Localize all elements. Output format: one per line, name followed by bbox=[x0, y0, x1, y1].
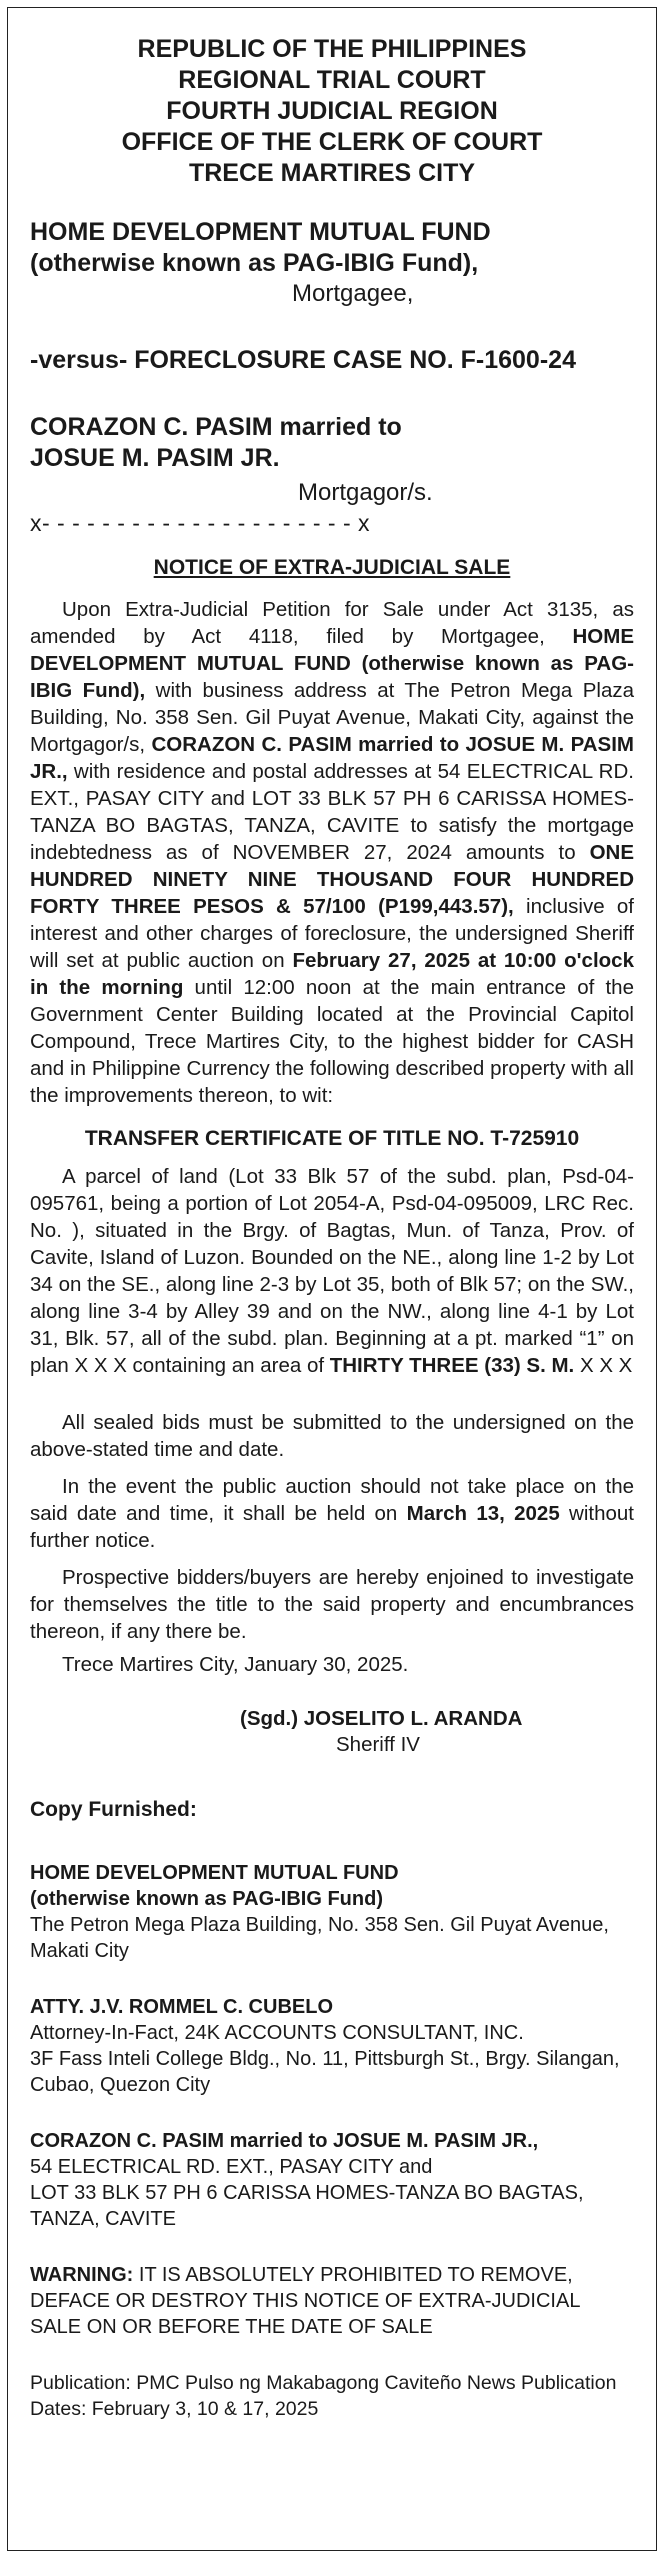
recipient-block bbox=[30, 1994, 634, 2098]
bold-text: HOME DEVELOPMENT MUTUAL FUND (otherwise known as PAG-IBIG Fund), bbox=[30, 625, 634, 702]
tct-title: TRANSFER CERTIFICATE OF TITLE NO. T-725910 bbox=[84, 1127, 580, 1150]
recipient-name: HOME DEVELOPMENT MUTUAL FUND bbox=[30, 1862, 399, 1884]
header-line: TRECE MARTIRES CITY bbox=[188, 159, 476, 187]
signature-block bbox=[30, 1706, 634, 1758]
text: inclusive of interest and other charges of foreclosure, the undersigned Sheriff will set at public auction on bbox=[30, 895, 634, 972]
warning-text: IT IS ABSOLUTELY PROHIBITED TO REMOVE, DEFACE OR DESTROY THIS NOTICE OF EXTRA-JUDICIAL SALE ON OR BEFORE THE DATE OF SALE bbox=[30, 2264, 580, 2338]
mortgagor-role: Mortgagor/s. bbox=[298, 479, 433, 506]
mortgagee-name: HOME DEVELOPMENT MUTUAL FUND bbox=[30, 218, 491, 246]
bids-paragraph: All sealed bids must be submitted to the undersigned on the above-stated time and date. bbox=[30, 1411, 634, 1461]
mortgagor-spouse: JOSUE M. PASIM JR. bbox=[30, 444, 280, 472]
bold-text: ONE HUNDRED NINETY NINE THOUSAND FOUR HUNDRED FORTY THREE PESOS & 57/100 (P199,443.57), bbox=[30, 841, 634, 918]
text: A parcel of land (Lot 33 Blk 57 of the subd. plan, Psd-04-095761, being a portion of Lot 2054-A, Psd-04-095009, LRC Rec. No. ), situated in the Brgy. of Bagtas, Mun. of Tanza, Prov. of Cavite, Island of Luzon. Bounded on the NE., along line 1-2 by Lot 34 on the SE., along line 2-3 by Lot 35, both of Blk 57; on the SW., along line 3-4 by Alley 39 and on the NW., along line 4-1 by Lot 31, Blk. 57, all of the subd. plan. Beginning at a pt. marked “1” on plan X X X containing an area of bbox=[30, 1165, 634, 1377]
bidders-paragraph: Prospective bidders/buyers are hereby enjoined to investigate for themselves the title to the said property and encumbrances thereon, if any there be. bbox=[30, 1566, 634, 1643]
notice-title: NOTICE OF EXTRA-JUDICIAL SALE bbox=[153, 556, 511, 579]
mortgagee-block bbox=[30, 217, 634, 309]
text: X X X bbox=[574, 1354, 633, 1377]
mortgagor-block bbox=[30, 412, 634, 508]
mortgagor-name: CORAZON C. PASIM married to bbox=[30, 413, 402, 441]
recipient-name: CORAZON C. PASIM married to JOSUE M. PASIM JR., bbox=[30, 2130, 539, 2152]
notice-paragraph bbox=[30, 596, 634, 1109]
warning-label: WARNING: bbox=[30, 2264, 134, 2286]
postponement-paragraph bbox=[30, 1473, 634, 1554]
recipient-address: 3F Fass Inteli College Bldg., No. 11, Pittsburgh St., Brgy. Silangan, Cubao, Quezon City bbox=[30, 2048, 620, 2096]
warning-notice bbox=[30, 2262, 634, 2340]
legal-notice bbox=[7, 7, 657, 2551]
bold-text: March 13, 2025 bbox=[406, 1502, 560, 1525]
text: with business address at The Petron Mega Plaza Building, No. 358 Sen. Gil Puyat Avenue, Makati City, against the Mortgagor/s, bbox=[30, 679, 635, 756]
header-line: REPUBLIC OF THE PHILIPPINES bbox=[137, 35, 527, 63]
court-header bbox=[30, 34, 634, 189]
text: without further notice. bbox=[30, 1502, 634, 1552]
recipient-title: Attorney-In-Fact, 24K ACCOUNTS CONSULTANT, INC. bbox=[30, 2022, 524, 2044]
recipient-name: ATTY. J.V. ROMMEL C. CUBELO bbox=[30, 1996, 333, 2018]
recipient-address: LOT 33 BLK 57 PH 6 CARISSA HOMES-TANZA BO BAGTAS, TANZA, CAVITE bbox=[30, 2182, 584, 2230]
sheriff-position: Sheriff IV bbox=[336, 1733, 420, 1756]
publication-info bbox=[30, 2370, 634, 2422]
text: until 12:00 noon at the main entrance of the Government Center Building located at the Provincial Capitol Compound, Trece Martires City, to the highest bidder for CASH and in Philippine Currency the following described property with all the improvements thereon, to wit: bbox=[30, 976, 634, 1107]
copy-furnished-heading: Copy Furnished: bbox=[30, 1798, 197, 1821]
text: Upon Extra-Judicial Petition for Sale under Act 3135, as amended by Act 4118, filed by Mortgagee, bbox=[30, 598, 634, 648]
case-number: -versus- FORECLOSURE CASE NO. F-1600-24 bbox=[30, 346, 576, 374]
bold-text: February 27, 2025 at 10:00 o'clock in the morning bbox=[30, 949, 634, 999]
recipient-block bbox=[30, 1860, 634, 1964]
bold-text: CORAZON C. PASIM married to JOSUE M. PASIM JR., bbox=[30, 733, 634, 783]
property-description bbox=[30, 1163, 634, 1379]
text: with residence and postal addresses at 54 ELECTRICAL RD. EXT., PASAY CITY and LOT 33 BLK 57 PH 6 CARISSA HOMES-TANZA BO BAGTAS, TANZA, CAVITE to satisfy the mortgage indebtedness as of NOVEMBER 27, 2024 amounts to bbox=[30, 760, 634, 864]
place-date: Trece Martires City, January 30, 2025. bbox=[62, 1653, 409, 1676]
recipient-block bbox=[30, 2128, 634, 2232]
mortgagee-alias: (otherwise known as PAG-IBIG Fund), bbox=[30, 249, 479, 277]
text: In the event the public auction should not take place on the said date and time, it shall be held on bbox=[30, 1475, 634, 1525]
bold-text: THIRTY THREE (33) S. M. bbox=[329, 1354, 575, 1377]
separator-line: x- - - - - - - - - - - - - - - - - - - - - x bbox=[30, 510, 371, 536]
publication-dates: Dates: February 3, 10 & 17, 2025 bbox=[30, 2398, 319, 2420]
header-line: REGIONAL TRIAL COURT bbox=[178, 66, 486, 94]
header-line: FOURTH JUDICIAL REGION bbox=[166, 97, 498, 125]
recipient-alias: (otherwise known as PAG-IBIG Fund) bbox=[30, 1888, 383, 1910]
recipient-address: The Petron Mega Plaza Building, No. 358 Sen. Gil Puyat Avenue, Makati City bbox=[30, 1914, 609, 1962]
publication-line: Publication: PMC Pulso ng Makabagong Caviteño News Publication bbox=[30, 2372, 617, 2394]
recipient-address: 54 ELECTRICAL RD. EXT., PASAY CITY and bbox=[30, 2156, 433, 2178]
header-line: OFFICE OF THE CLERK OF COURT bbox=[121, 128, 543, 156]
mortgagee-role: Mortgagee, bbox=[292, 280, 414, 307]
sheriff-name: (Sgd.) JOSELITO L. ARANDA bbox=[240, 1707, 523, 1730]
